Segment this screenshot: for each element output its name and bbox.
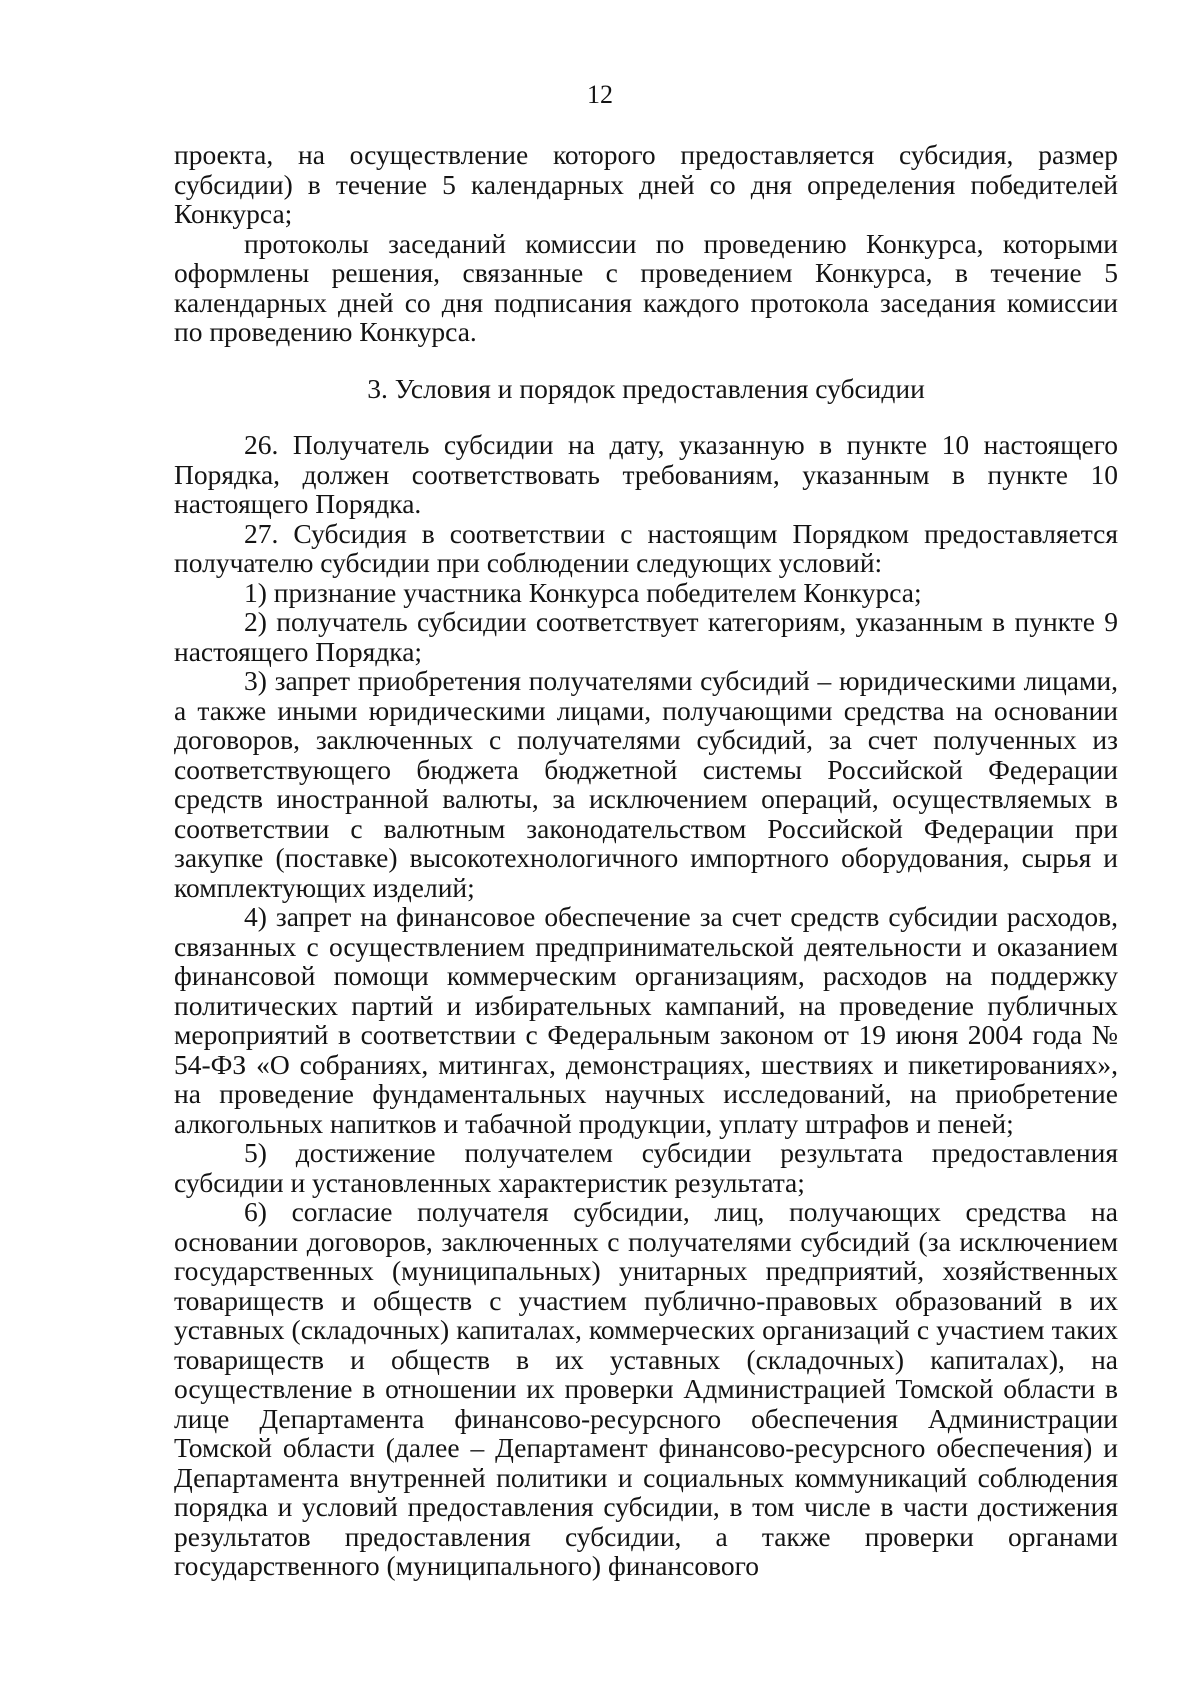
condition-6: 6) согласие получателя субсидии, лиц, получающих средства на основании договоров, заключенных с получателями субсидий (за исключением государственных (муниципальных) унитарных предприятий, хозяйственных товариществ и обществ с участием публично-правовых образований в их уставных (складочных) капиталах, коммерческих организаций с участием таких товариществ и обществ в их уставных (складочных) капиталах), на осуществление в отношении их проверки Администрацией Томской области в лице Департамента финансово-ресурсного обеспечения Администрации Томской области (далее – Департамент финансово-ресурсного обеспечения) и Департамента внутренней политики и социальных коммуникаций соблюдения порядка и условий предоставления субсидии, в том числе в части достижения результатов предоставления субсидии, а также проверки органами государственного (муниципального) финансового xyxy=(174,1196,1118,1581)
clause-27: 27. Субсидия в соответствии с настоящим Порядком предоставляется получателю субсидии при соблюдении следующих условий: xyxy=(174,517,1118,578)
page-number: 12 xyxy=(587,80,613,109)
condition-2: 2) получатель субсидии соответствует категориям, указанным в пункте 9 настоящего Порядка; xyxy=(174,606,1118,667)
paragraph-continuation: проекта, на осуществление которого предоставляется субсидия, размер субсидии) в течение 5 календарных дней со дня определения победителей Конкурса; xyxy=(174,139,1118,229)
condition-1: 1) признание участника Конкурса победителем Конкурса; xyxy=(244,576,922,608)
document-body xyxy=(174,140,1118,1581)
condition-3: 3) запрет приобретения получателями субсидий – юридическими лицами, а также иными юридическими лицами, получающими средства на основании договоров, заключенных с получателями субсидий, за счет полученных из соответствующего бюджета бюджетной системы Российской Федерации средств иностранной валюты, за исключением операций, осуществляемых в соответствии с валютным законодательством Российской Федерации при закупке (поставке) высокотехнологичного импортного оборудования, сырья и комплектующих изделий; xyxy=(174,665,1118,903)
section-heading: 3. Условия и порядок предоставления субсидии xyxy=(367,372,925,404)
paragraph-protocols: протоколы заседаний комиссии по проведению Конкурса, которыми оформлены решения, связанные с проведением Конкурса, в течение 5 календарных дней со дня подписания каждого протокола заседания комиссии по проведению Конкурса. xyxy=(174,227,1118,347)
condition-4: 4) запрет на финансовое обеспечение за счет средств субсидии расходов, связанных с осуществлением предпринимательской деятельности и оказанием финансовой помощи коммерческим организациям, расходов на поддержку политических партий и избирательных кампаний, на проведение публичных мероприятий в соответствии с Федеральным законом от 19 июня 2004 года № 54-ФЗ «О собраниях, митингах, демонстрациях, шествиях и пикетированиях», на проведение фундаментальных научных исследований, на приобретение алкогольных напитков и табачной продукции, уплату штрафов и пеней; xyxy=(174,901,1118,1139)
clause-26: 26. Получатель субсидии на дату, указанную в пункте 10 настоящего Порядка, должен соответствовать требованиям, указанным в пункте 10 настоящего Порядка. xyxy=(174,429,1118,519)
condition-5: 5) достижение получателем субсидии результата предоставления субсидии и установленных характеристик результата; xyxy=(174,1137,1118,1198)
